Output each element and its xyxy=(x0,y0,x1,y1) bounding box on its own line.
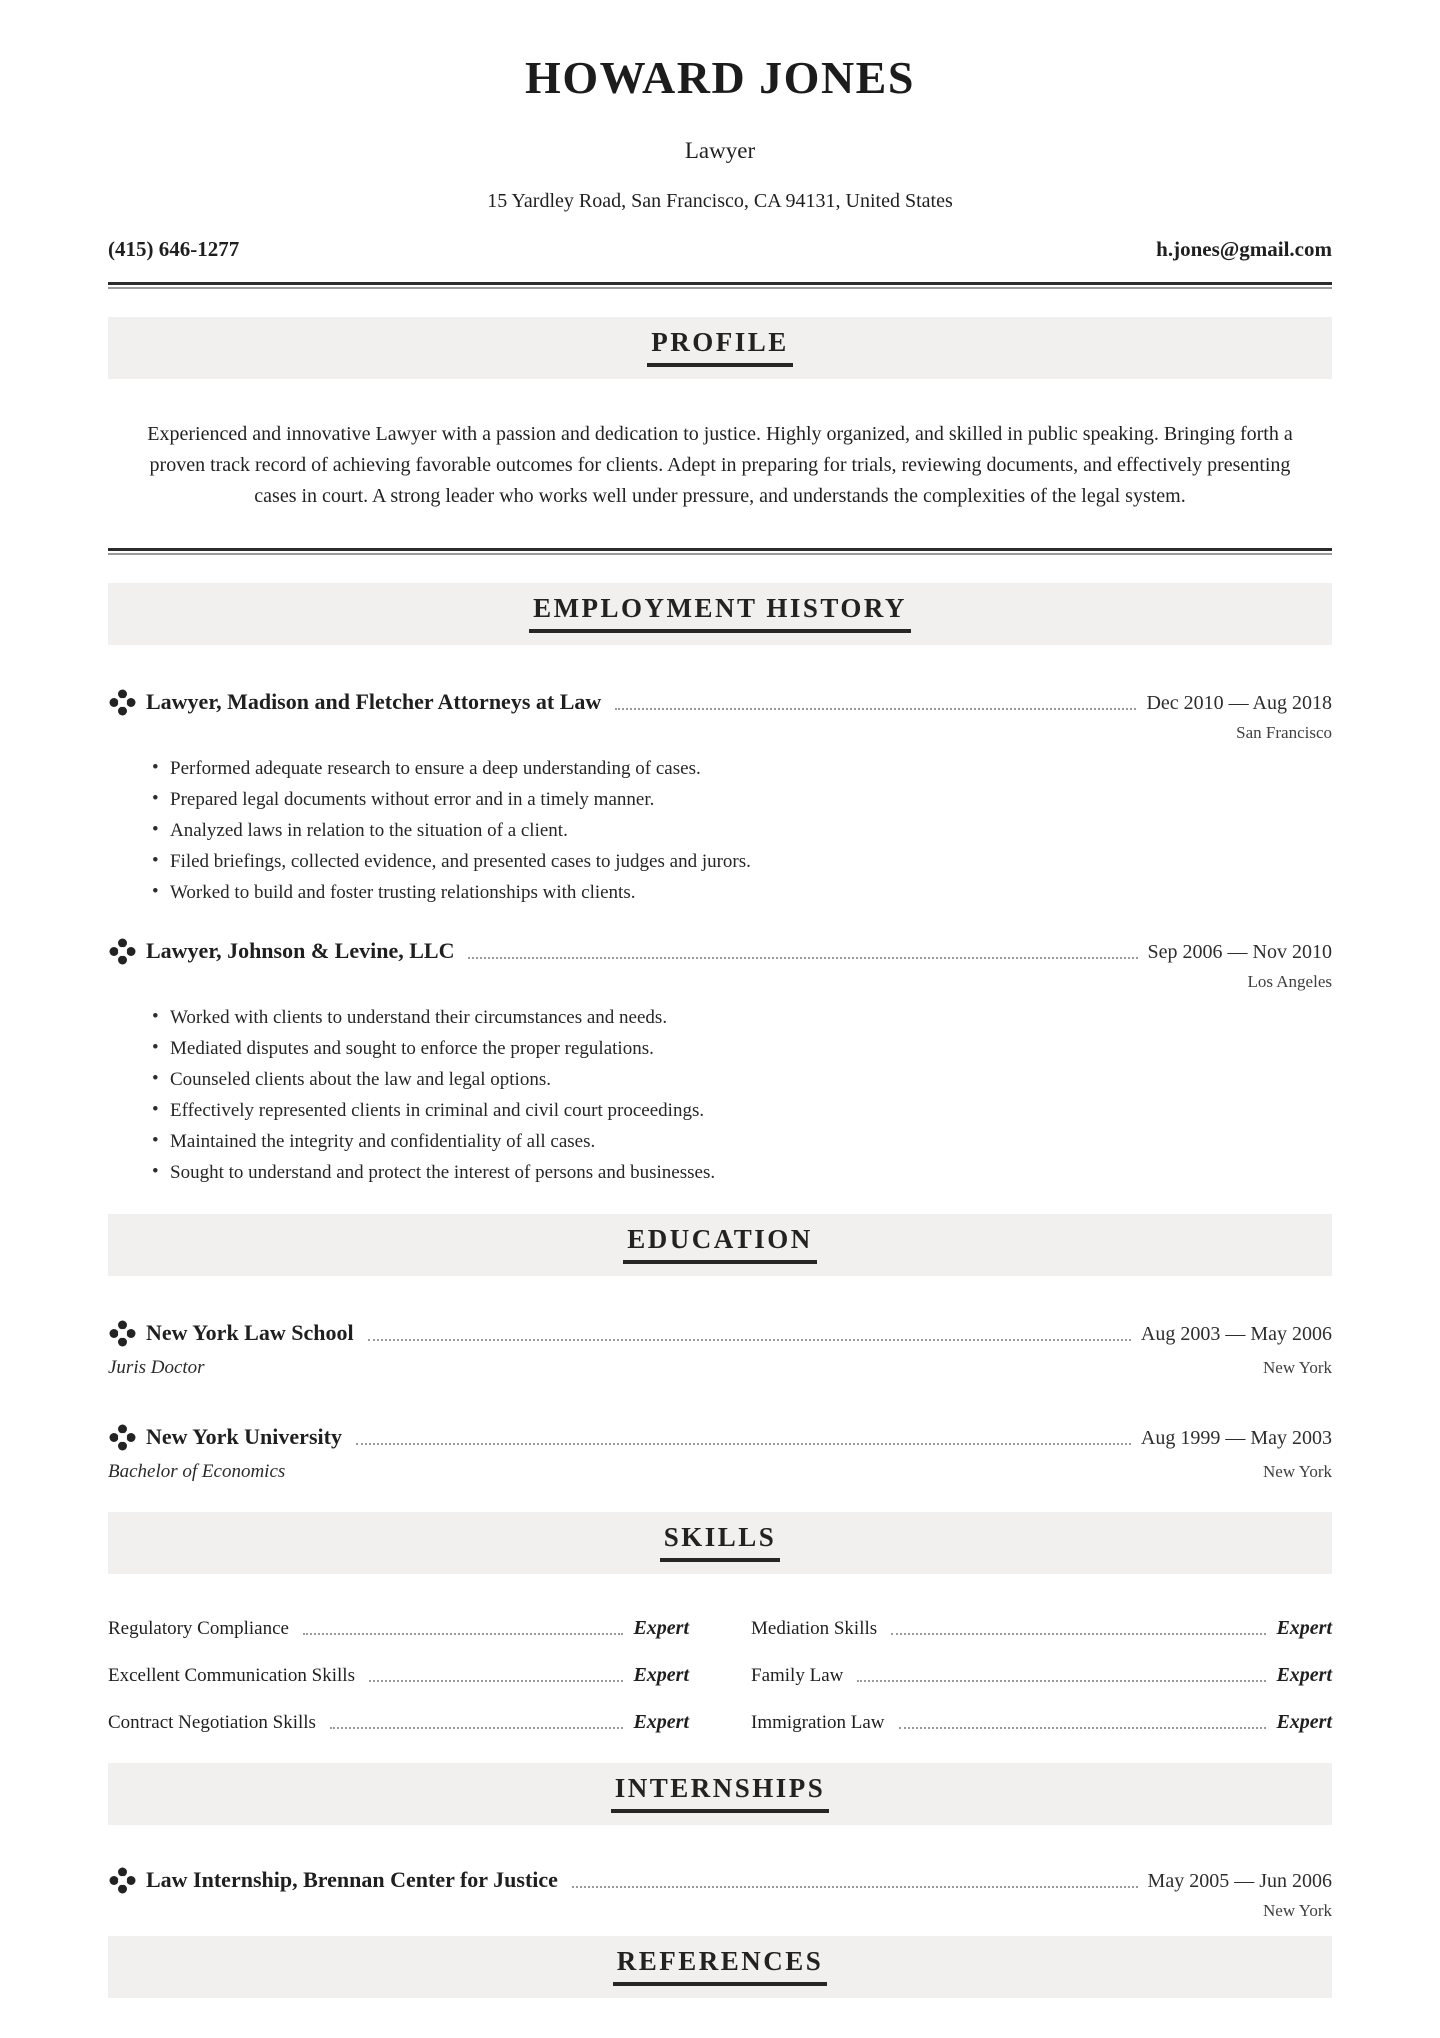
quatrefoil-icon xyxy=(108,1424,138,1452)
dotted-leader xyxy=(572,1886,1138,1888)
references-heading-band xyxy=(108,1936,1332,1998)
quatrefoil-icon xyxy=(108,1320,138,1348)
employment-location: San Francisco xyxy=(1236,723,1332,742)
internship-location: New York xyxy=(1263,1901,1332,1920)
dotted-leader xyxy=(615,708,1136,710)
education-section xyxy=(108,1214,1332,1484)
education-entry xyxy=(108,1422,1332,1484)
skill-level: Expert xyxy=(633,1711,689,1733)
resume-header xyxy=(108,50,1332,262)
bullet-item: • Counseled clients about the law and legal options. xyxy=(152,1067,1332,1093)
dotted-leader xyxy=(369,1680,623,1682)
dotted-leader xyxy=(356,1443,1131,1445)
internship-title: Law Internship, Brennan Center for Justice xyxy=(146,1867,558,1892)
education-entry-head xyxy=(108,1318,1332,1349)
skill-name: Contract Negotiation Skills xyxy=(108,1712,316,1733)
profile-heading-band xyxy=(108,317,1332,379)
internship-entry-head xyxy=(108,1865,1332,1896)
internships-section xyxy=(108,1763,1332,1922)
employment-entry xyxy=(108,687,1332,906)
skill-item xyxy=(751,1663,1332,1688)
employment-entry xyxy=(108,936,1332,1186)
skill-level: Expert xyxy=(1276,1711,1332,1733)
bullet-item: • Effectively represented clients in criminal and civil court proceedings. xyxy=(152,1098,1332,1124)
skills-heading: SKILLS xyxy=(660,1522,781,1562)
employment-heading: EMPLOYMENT HISTORY xyxy=(529,593,911,633)
quatrefoil-icon xyxy=(108,689,138,717)
employment-dates: Sep 2006 — Nov 2010 xyxy=(1147,941,1332,963)
skills-section xyxy=(108,1512,1332,1735)
bullet-item: • Analyzed laws in relation to the situation of a client. xyxy=(152,818,1332,844)
skill-name: Regulatory Compliance xyxy=(108,1618,289,1639)
bullet-item: • Performed adequate research to ensure a deep understanding of cases. xyxy=(152,756,1332,782)
skill-level: Expert xyxy=(633,1617,689,1639)
education-subrow xyxy=(108,1353,1332,1380)
quatrefoil-icon xyxy=(108,938,138,966)
references-section xyxy=(108,1936,1332,1998)
bullet-item: • Worked to build and foster trusting relationships with clients. xyxy=(152,880,1332,906)
candidate-name: HOWARD JONES xyxy=(525,52,915,103)
skill-level: Expert xyxy=(633,1664,689,1686)
skill-item xyxy=(108,1710,689,1735)
education-dates: Aug 1999 — May 2003 xyxy=(1140,1427,1332,1449)
employment-dates: Dec 2010 — Aug 2018 xyxy=(1146,692,1332,714)
quatrefoil-icon xyxy=(108,1867,138,1895)
contact-row xyxy=(108,236,1332,262)
employment-bullet-list xyxy=(152,756,1332,906)
dotted-leader xyxy=(303,1633,623,1635)
degree-name: Bachelor of Economics xyxy=(108,1461,286,1482)
employment-section xyxy=(108,583,1332,1186)
skill-item xyxy=(108,1663,689,1688)
skill-name: Mediation Skills xyxy=(751,1618,878,1639)
skill-item xyxy=(751,1616,1332,1641)
email-address: h.jones@gmail.com xyxy=(1156,237,1332,261)
dotted-leader xyxy=(891,1633,1266,1635)
education-subrow xyxy=(108,1457,1332,1484)
internships-heading: INTERNSHIPS xyxy=(611,1773,830,1813)
references-heading: REFERENCES xyxy=(613,1946,828,1986)
phone-number: (415) 646-1277 xyxy=(108,237,240,261)
candidate-address: 15 Yardley Road, San Francisco, CA 94131, United States xyxy=(487,190,953,212)
dotted-leader xyxy=(330,1727,624,1729)
candidate-job-title: Lawyer xyxy=(684,138,756,163)
employment-entry-head xyxy=(108,936,1332,967)
education-location: New York xyxy=(1263,1358,1332,1377)
education-dates: Aug 2003 — May 2006 xyxy=(1140,1323,1332,1345)
education-entry-head xyxy=(108,1422,1332,1453)
dotted-leader xyxy=(857,1680,1266,1682)
skill-level: Expert xyxy=(1276,1664,1332,1686)
skill-level: Expert xyxy=(1276,1617,1332,1639)
internships-heading-band xyxy=(108,1763,1332,1825)
internship-entry xyxy=(108,1865,1332,1922)
bullet-item: • Maintained the integrity and confidentiality of all cases. xyxy=(152,1129,1332,1155)
bullet-item: • Mediated disputes and sought to enforce the proper regulations. xyxy=(152,1036,1332,1062)
skill-item xyxy=(108,1616,689,1641)
bullet-item: • Worked with clients to understand their circumstances and needs. xyxy=(152,1005,1332,1031)
bullet-item: • Prepared legal documents without error and in a timely manner. xyxy=(152,787,1332,813)
profile-section xyxy=(108,317,1332,512)
bullet-item: • Sought to understand and protect the interest of persons and businesses. xyxy=(152,1160,1332,1186)
skill-item xyxy=(751,1710,1332,1735)
school-name: New York Law School xyxy=(146,1320,354,1345)
school-name: New York University xyxy=(146,1424,342,1449)
degree-name: Juris Doctor xyxy=(108,1357,205,1378)
profile-text: Experienced and innovative Lawyer with a passion and dedication to justice. Highly organized, and skilled in public speaking. Bringing forth a proven track record of achieving favorable outcomes for clients. Adept in preparing for trials, reviewing documents, and effectively presenting cases in court. A strong leader who works well under pressure, and understands the complexities of the legal system. xyxy=(147,423,1293,507)
header-divider xyxy=(108,282,1332,289)
employment-bullet-list xyxy=(152,1005,1332,1186)
profile-heading: PROFILE xyxy=(647,327,793,367)
education-heading-band xyxy=(108,1214,1332,1276)
skills-heading-band xyxy=(108,1512,1332,1574)
internship-dates: May 2005 — Jun 2006 xyxy=(1147,1870,1332,1892)
skill-name: Immigration Law xyxy=(751,1712,885,1733)
skill-name: Excellent Communication Skills xyxy=(108,1665,355,1686)
dotted-leader xyxy=(899,1727,1267,1729)
education-location: New York xyxy=(1263,1462,1332,1481)
bullet-item: • Filed briefings, collected evidence, and presented cases to judges and jurors. xyxy=(152,849,1332,875)
dotted-leader xyxy=(368,1339,1131,1341)
education-heading: EDUCATION xyxy=(623,1224,817,1264)
profile-divider xyxy=(108,548,1332,555)
skills-grid xyxy=(108,1616,1332,1735)
employment-title: Lawyer, Johnson & Levine, LLC xyxy=(146,938,455,963)
dotted-leader xyxy=(468,957,1137,959)
education-entry xyxy=(108,1318,1332,1380)
skill-name: Family Law xyxy=(751,1665,844,1686)
employment-heading-band xyxy=(108,583,1332,645)
employment-title: Lawyer, Madison and Fletcher Attorneys at Law xyxy=(146,689,602,714)
employment-entry-head xyxy=(108,687,1332,718)
employment-location: Los Angeles xyxy=(1247,972,1332,991)
